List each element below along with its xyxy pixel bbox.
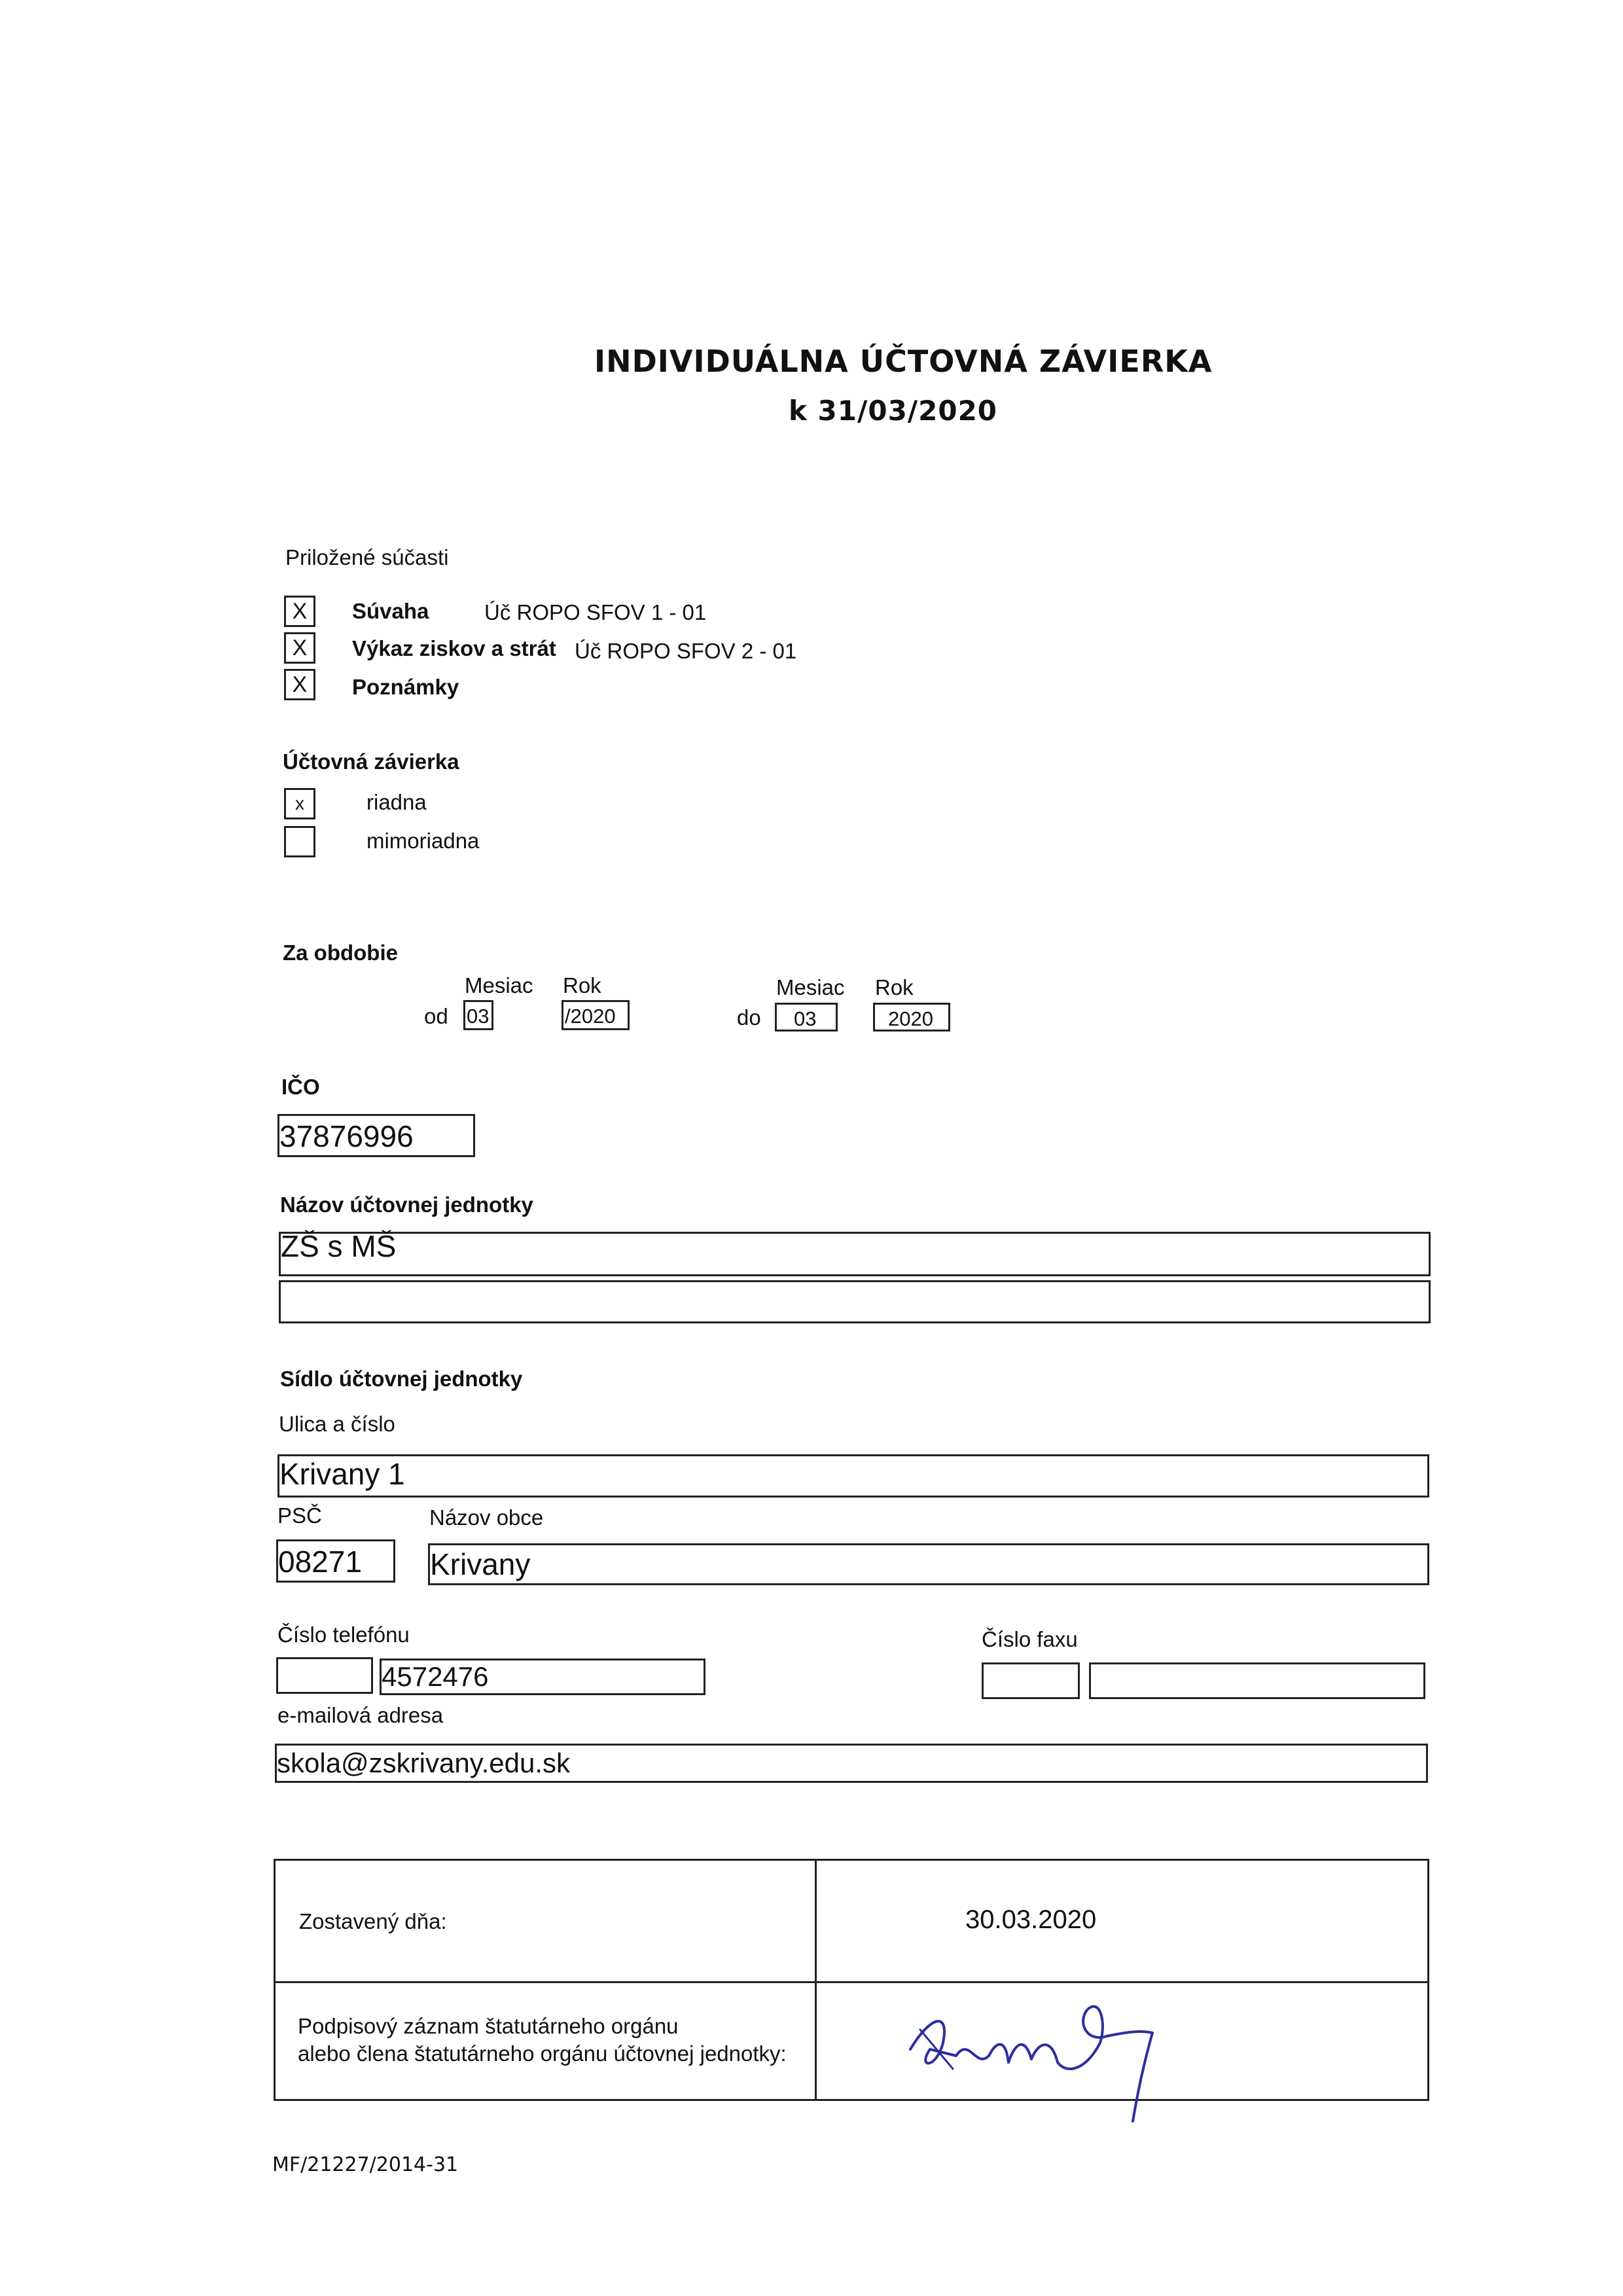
document-date: k 31/03/2020 bbox=[789, 395, 998, 427]
document-title: INDIVIDUÁLNA ÚČTOVNÁ ZÁVIERKA bbox=[594, 344, 1213, 379]
vykaz-checkbox[interactable]: X bbox=[284, 632, 315, 664]
poznamky-label: Poznámky bbox=[352, 675, 459, 699]
to-month-label: Mesiac bbox=[776, 975, 845, 999]
psc-label: PSČ bbox=[277, 1503, 322, 1528]
to-year-field[interactable] bbox=[873, 1003, 950, 1031]
riadna-checkbox[interactable]: x bbox=[284, 788, 315, 819]
from-year-field[interactable] bbox=[562, 1000, 630, 1030]
period-heading: Za obdobie bbox=[283, 941, 398, 965]
from-label: od bbox=[424, 1004, 448, 1028]
town-value: Krivany bbox=[430, 1547, 531, 1581]
psc-value: 08271 bbox=[278, 1545, 362, 1579]
phone-prefix-field[interactable] bbox=[276, 1657, 373, 1694]
entity-name-field-1[interactable] bbox=[279, 1229, 1431, 1276]
suvaha-checkbox[interactable]: X bbox=[284, 596, 315, 627]
compiled-label: Zostavený dňa: bbox=[299, 1909, 447, 1933]
fax-label: Číslo faxu bbox=[982, 1627, 1078, 1651]
to-month-field[interactable] bbox=[775, 1003, 838, 1031]
phone-value: 4572476 bbox=[382, 1661, 489, 1692]
suvaha-code: Úč ROPO SFOV 1 - 01 bbox=[484, 600, 707, 624]
mimoriadna-checkbox[interactable] bbox=[284, 826, 315, 857]
ico-value: 37876996 bbox=[279, 1119, 414, 1153]
riadna-label: riadna bbox=[366, 790, 427, 814]
street-value: Krivany 1 bbox=[279, 1457, 405, 1491]
sign-label-line2: alebo člena štatutárneho orgánu účtovnej jednotky: bbox=[298, 2041, 787, 2066]
suvaha-label: Súvaha bbox=[352, 599, 429, 623]
vykaz-code: Úč ROPO SFOV 2 - 01 bbox=[575, 639, 797, 663]
sign-label-line1: Podpisový záznam štatutárneho orgánu bbox=[298, 2014, 679, 2038]
attached-parts-heading: Priložené súčasti bbox=[285, 545, 449, 569]
email-value: skola@zskrivany.edu.sk bbox=[277, 1748, 571, 1778]
to-year-label: Rok bbox=[875, 975, 914, 999]
from-month-value: 03 bbox=[467, 1005, 490, 1028]
phone-label: Číslo telefónu bbox=[277, 1623, 410, 1647]
to-year-value: 2020 bbox=[888, 1007, 933, 1030]
fax-field[interactable] bbox=[1089, 1662, 1425, 1699]
seat-heading: Sídlo účtovnej jednotky bbox=[280, 1367, 523, 1391]
street-field[interactable] bbox=[277, 1454, 1429, 1498]
poznamky-checkbox[interactable]: X bbox=[284, 669, 315, 700]
entity-name-value-1: ZŠ s MŠ bbox=[281, 1229, 397, 1263]
mimoriadna-label: mimoriadna bbox=[366, 829, 480, 853]
ico-label: IČO bbox=[281, 1075, 320, 1099]
from-year-label: Rok bbox=[563, 973, 601, 997]
phone-field[interactable] bbox=[380, 1659, 705, 1695]
from-year-value: /2020 bbox=[565, 1005, 616, 1028]
entity-name-label: Názov účtovnej jednotky bbox=[280, 1193, 533, 1217]
signature-table bbox=[274, 1859, 1429, 2101]
town-label: Názov obce bbox=[429, 1505, 544, 1530]
footer-code: MF/21227/2014-31 bbox=[272, 2153, 459, 2176]
to-label: do bbox=[737, 1005, 761, 1030]
statement-type-heading: Účtovná závierka bbox=[283, 749, 459, 774]
email-field[interactable] bbox=[275, 1744, 1428, 1783]
from-month-field[interactable] bbox=[463, 1000, 493, 1030]
compiled-date: 30.03.2020 bbox=[965, 1905, 1097, 1934]
from-month-label: Mesiac bbox=[465, 973, 533, 997]
ico-field[interactable] bbox=[277, 1114, 475, 1157]
town-field[interactable] bbox=[428, 1543, 1429, 1585]
table-horizontal-divider bbox=[276, 1981, 1427, 1983]
psc-field[interactable] bbox=[276, 1539, 395, 1583]
email-label: e-mailová adresa bbox=[277, 1703, 444, 1727]
to-month-value: 03 bbox=[794, 1007, 817, 1030]
fax-prefix-field[interactable] bbox=[982, 1662, 1080, 1699]
entity-name-field-2[interactable] bbox=[279, 1280, 1431, 1323]
table-vertical-divider bbox=[815, 1861, 817, 2099]
street-label: Ulica a číslo bbox=[279, 1412, 395, 1436]
signature bbox=[891, 1971, 1192, 2128]
vykaz-label: Výkaz ziskov a strát bbox=[352, 636, 556, 660]
